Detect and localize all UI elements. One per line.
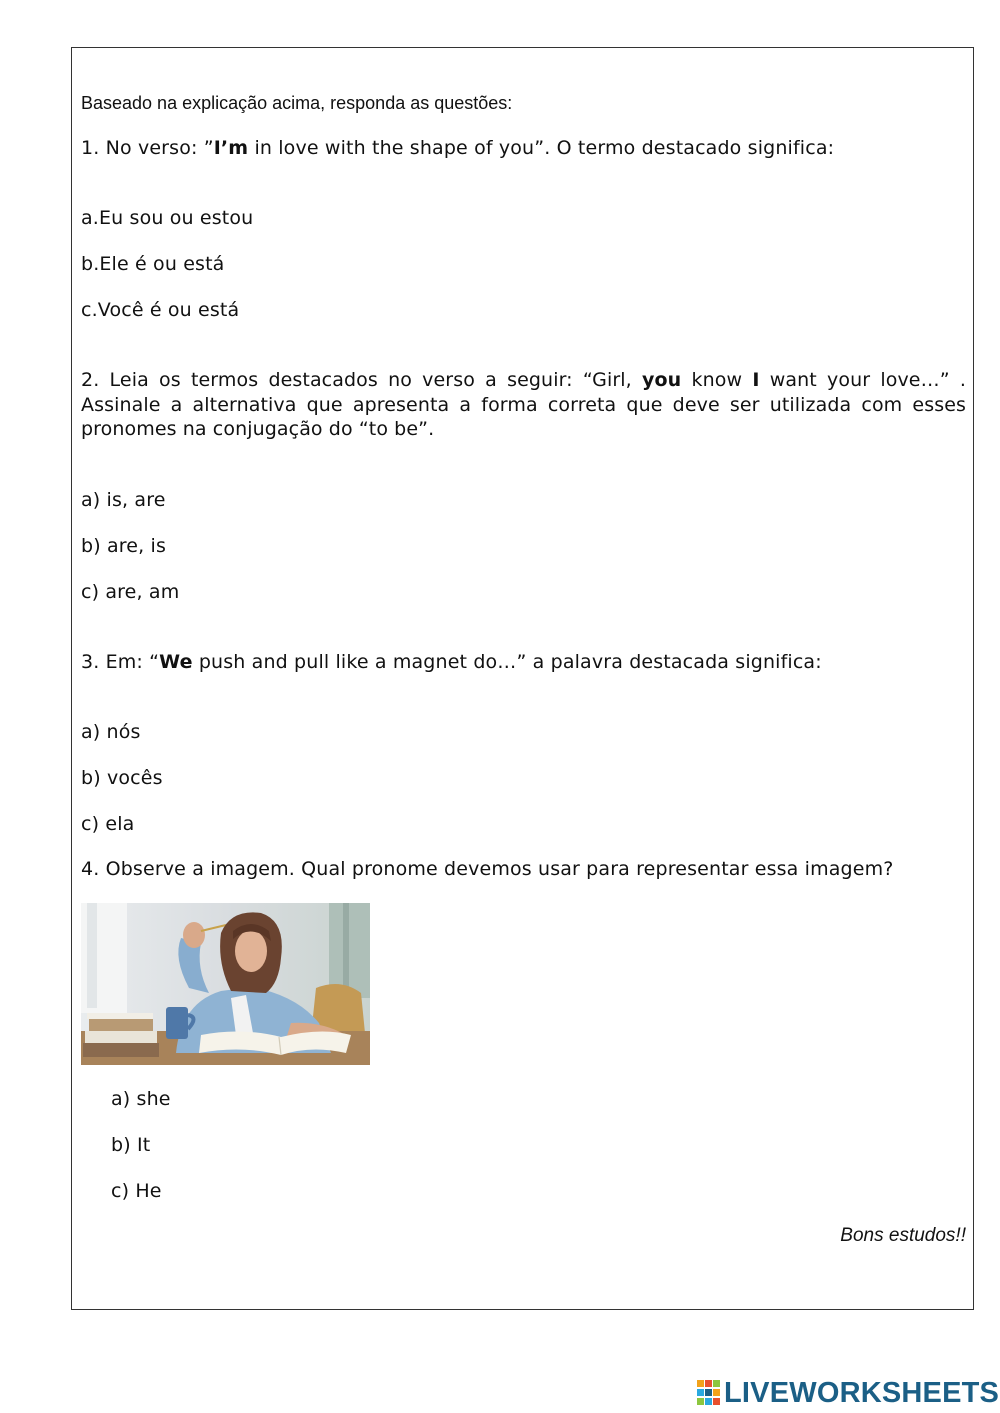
q3-option-a[interactable]: a) nós — [81, 721, 141, 743]
brand-name: LIVEWORKSHEETS — [724, 1376, 1000, 1409]
q1-option-a[interactable]: a.Eu sou ou estou — [81, 207, 254, 229]
q2-option-a[interactable]: a) is, are — [81, 489, 166, 511]
q2-option-c[interactable]: c) are, am — [81, 581, 180, 603]
q1-option-b[interactable]: b.Ele é ou está — [81, 253, 225, 275]
question-2: 2. Leia os termos destacados no verso a seguir: “Girl, you know I want your love…” . Assinale a alternativa que apresenta a forma correta que deve ser utilizada com esses pronomes na conjugação do “to be”. — [81, 369, 966, 440]
question-1: 1. No verso: ”I’m in love with the shape of you”. O termo destacado significa: — [81, 137, 835, 159]
q2-option-b[interactable]: b) are, is — [81, 535, 166, 557]
question-4: 4. Observe a imagem. Qual pronome devemos usar para representar essa imagem? — [81, 858, 894, 880]
intro-text: Baseado na explicação acima, responda as questões: — [81, 93, 513, 113]
q4-option-a[interactable]: a) she — [111, 1088, 171, 1110]
q3-option-b[interactable]: b) vocês — [81, 767, 163, 789]
closing-text: Bons estudos!! — [840, 1225, 966, 1246]
worksheet-frame — [71, 47, 974, 1310]
liveworksheets-logo — [697, 1378, 999, 1408]
question-3: 3. Em: “We push and pull like a magnet do…” a palavra destacada significa: — [81, 651, 822, 673]
woman-studying-photo — [81, 903, 370, 1065]
q4-option-b[interactable]: b) It — [111, 1134, 151, 1156]
q1-option-c[interactable]: c.Você é ou está — [81, 299, 240, 321]
q4-option-c[interactable]: c) He — [111, 1180, 162, 1202]
q3-option-c[interactable]: c) ela — [81, 813, 135, 835]
liveworksheets-icon — [697, 1380, 721, 1406]
